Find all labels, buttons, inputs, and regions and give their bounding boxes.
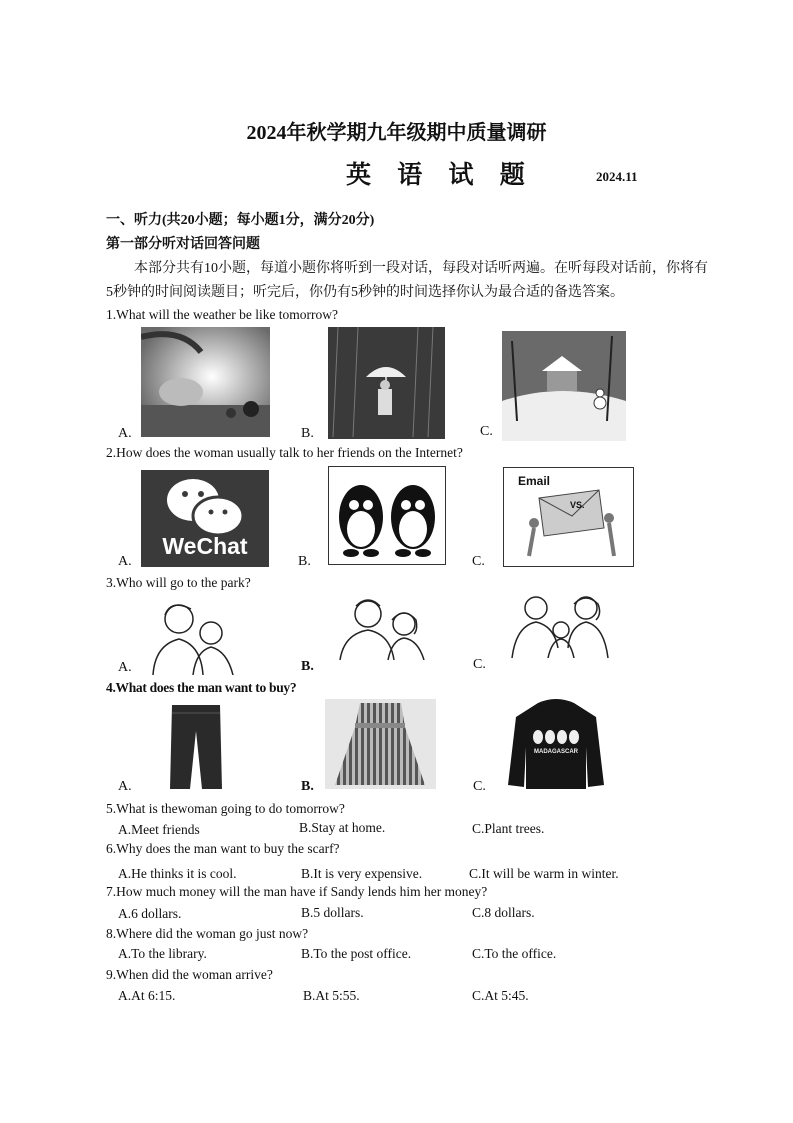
q5-option-a: A.Meet friends	[118, 822, 200, 837]
q9-option-b: B.At 5:55.	[303, 988, 360, 1003]
q6-option-a: A.He thinks it is cool.	[118, 866, 237, 881]
snowy-house-image	[502, 331, 626, 441]
q4-label-c: C.	[473, 779, 486, 794]
subject-title: 英 语 试 题	[346, 162, 535, 189]
exam-title: 2024年秋学期九年级期中质量调研	[246, 122, 547, 144]
q9-option-c: C.At 5:45.	[472, 988, 529, 1003]
q1-label-b: B.	[301, 426, 314, 441]
q1-label-c: C.	[480, 424, 493, 439]
q5-option-c: C.Plant trees.	[472, 821, 545, 836]
qq-penguins-image	[328, 466, 446, 565]
jeans-image	[166, 703, 226, 791]
question-1: 1.What will the weather be like tomorrow?	[106, 307, 339, 322]
section-heading: 一、听力(共20小题；每小题1分，满分20分)	[106, 213, 375, 228]
vs-text: VS.	[570, 500, 585, 510]
q3-label-b: B.	[301, 659, 314, 674]
q2-label-c: C.	[472, 554, 485, 569]
q3-label-a: A.	[118, 660, 132, 675]
email-text: Email	[518, 474, 551, 488]
q3-label-c: C.	[473, 657, 486, 672]
q9-option-a: A.At 6:15.	[118, 988, 176, 1003]
q7-option-a: A.6 dollars.	[118, 906, 182, 921]
question-4: 4.What does the man want to buy?	[106, 680, 297, 695]
hoodie-print-text: MADAGASCAR	[534, 749, 578, 755]
q7-option-b: B.5 dollars.	[301, 905, 364, 920]
question-8: 8.Where did the woman go just now?	[106, 926, 309, 941]
rainy-girl-umbrella-image	[328, 327, 445, 439]
q7-option-c: C.8 dollars.	[472, 905, 535, 920]
man-and-woman-image	[334, 594, 434, 660]
family-of-three-image	[508, 592, 612, 658]
question-3: 3.Who will go to the park?	[106, 575, 251, 590]
q4-label-b: B.	[301, 779, 314, 794]
q5-option-b: B.Stay at home.	[299, 820, 386, 835]
q1-label-a: A.	[118, 426, 132, 441]
email-envelope-image	[503, 467, 634, 567]
question-9: 9.When did the woman arrive?	[106, 967, 273, 982]
q6-option-b: B.It is very expensive.	[301, 866, 423, 881]
sunny-landscape-image	[141, 327, 270, 437]
striped-dress-image	[325, 699, 436, 789]
question-5: 5.What is thewoman going to do tomorrow?	[106, 801, 345, 816]
q8-option-b: B.To the post office.	[301, 946, 412, 961]
instructions-paragraph: 本部分共有10小题，每道小题你将听到一段对话，每段对话听两遍。在听每段对话前，你将有5秒钟的时间阅读题目；听完后，你仍有5秒钟的时间选择你认为最合适的备选答案。	[106, 261, 708, 300]
q2-label-a: A.	[118, 554, 132, 569]
part-title: 第一部分听对话回答问题	[106, 237, 260, 252]
q4-label-a: A.	[118, 779, 132, 794]
wechat-logo-text: WeChat	[162, 533, 248, 559]
wechat-logo-image	[141, 470, 269, 567]
q6-option-c: C.It will be warm in winter.	[469, 866, 619, 881]
question-6: 6.Why does the man want to buy the scarf?	[106, 841, 340, 856]
black-hoodie-image	[508, 697, 604, 789]
mother-and-son-image	[141, 597, 245, 675]
exam-date: 2024.11	[596, 169, 638, 184]
q8-option-c: C.To the office.	[472, 946, 557, 961]
question-2: 2.How does the woman usually talk to her friends on the Internet?	[106, 445, 463, 460]
q2-label-b: B.	[298, 554, 311, 569]
question-7: 7.How much money will the man have if Sandy lends him her money?	[106, 884, 488, 899]
q8-option-a: A.To the library.	[118, 946, 207, 961]
